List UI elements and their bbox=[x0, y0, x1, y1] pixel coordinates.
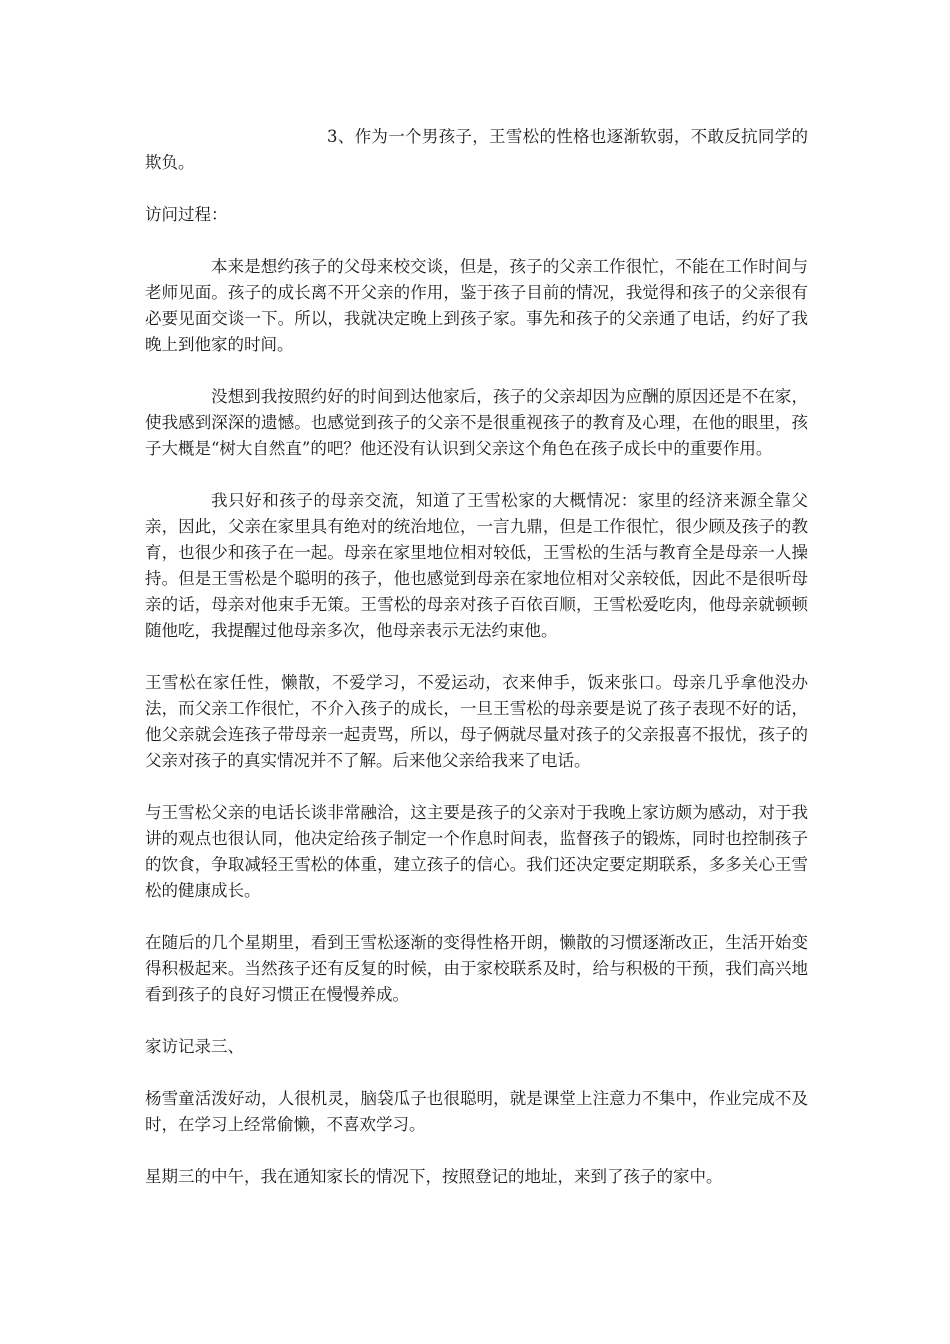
heading-visit-record-3: 家访记录三、 bbox=[145, 1037, 244, 1056]
paragraph-student-description: 杨雪童活泼好动，人很机灵，脑袋瓜子也很聪明，就是课堂上注意力不集中，作业完成不及时，在学习上经常偷懒，不喜欢学习。 bbox=[145, 1089, 808, 1134]
paragraph-father-absent: 没想到我按照约好的时间到达他家后，孩子的父亲却因为应酬的原因还是不在家，使我感到深深的遗憾。也感觉到孩子的父亲不是很重视孩子的教育及心理，在他的眼里，孩子大概是“树大自然直”的吧？他还没有认识到父亲这个角色在孩子成长中的重要作用。 bbox=[145, 387, 808, 458]
paragraph-visit-plan: 本来是想约孩子的父母来校交谈，但是，孩子的父亲工作很忙，不能在工作时间与老师见面。孩子的成长离不开父亲的作用，鉴于孩子目前的情况，我觉得和孩子的父亲很有必要见面交谈一下。所以，我就决定晚上到孩子家。事先和孩子的父亲通了电话，约好了我晚上到他家的时间。 bbox=[145, 257, 808, 354]
paragraph-phone-talk: 与王雪松父亲的电话长谈非常融洽，这主要是孩子的父亲对于我晚上家访颇为感动，对于我讲的观点也很认同，他决定给孩子制定一个作息时间表，监督孩子的锻炼，同时也控制孩子的饮食，争取减轻王雪松的体重，建立孩子的信心。我们还决定要定期联系，多多关心王雪松的健康成长。 bbox=[145, 803, 808, 900]
document-body bbox=[145, 124, 808, 1216]
paragraph-wednesday-visit: 星期三的中午，我在通知家长的情况下，按照登记的地址，来到了孩子的家中。 bbox=[145, 1167, 723, 1186]
paragraph-mother-talk: 我只好和孩子的母亲交流，知道了王雪松家的大概情况：家里的经济来源全靠父亲，因此，父亲在家里具有绝对的统治地位，一言九鼎，但是工作很忙，很少顾及孩子的教育，也很少和孩子在一起。母亲在家里地位相对较低，王雪松的生活与教育全是母亲一人操持。但是王雪松是个聪明的孩子，他也感觉到母亲在家地位相对父亲较低，因此不是很听母亲的话，母亲对他束手无策。王雪松的母亲对孩子百依百顺，王雪松爱吃肉，他母亲就顿顿随他吃，我提醒过他母亲多次，他母亲表示无法约束他。 bbox=[145, 491, 808, 640]
paragraph-following-weeks: 在随后的几个星期里，看到王雪松逐渐的变得性格开朗，懒散的习惯逐渐改正，生活开始变得积极起来。当然孩子还有反复的时候，由于家校联系及时，给与积极的干预，我们高兴地看到孩子的良好习惯正在慢慢养成。 bbox=[145, 933, 808, 1004]
paragraph-point-3: 3、作为一个男孩子，王雪松的性格也逐渐软弱，不敢反抗同学的欺负。 bbox=[145, 127, 808, 172]
heading-visit-process: 访问过程： bbox=[145, 205, 228, 224]
paragraph-home-behavior: 王雪松在家任性，懒散，不爱学习，不爱运动，衣来伸手，饭来张口。母亲几乎拿他没办法，而父亲工作很忙，不介入孩子的成长，一旦王雪松的母亲要是说了孩子表现不好的话，他父亲就会连孩子带母亲一起责骂，所以，母子俩就尽量对孩子的父亲报喜不报忧，孩子的父亲对孩子的真实情况并不了解。后来他父亲给我来了电话。 bbox=[145, 673, 808, 770]
